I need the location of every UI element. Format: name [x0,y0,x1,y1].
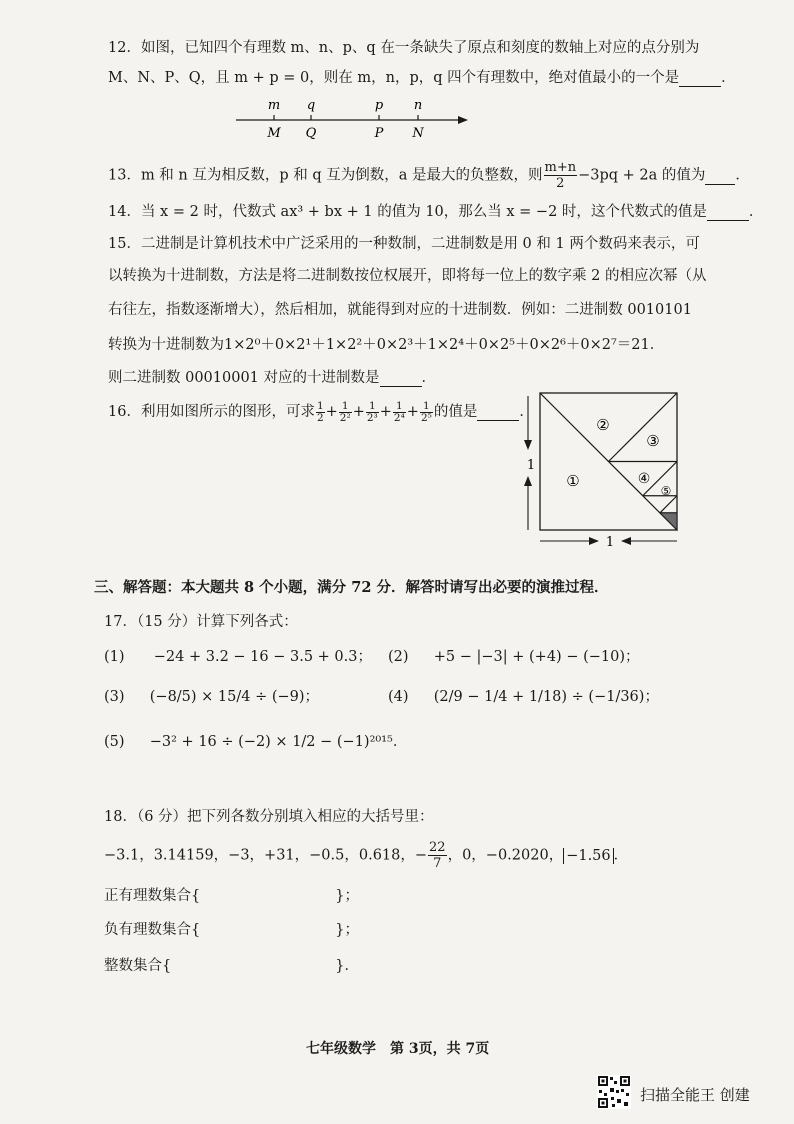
answer-blank[interactable] [679,70,721,87]
q12-line1: 12．如图，已知四个有理数 m、n、p、q 在一条缺失了原点和刻度的数轴上对应的点分别为 [108,40,700,56]
bottom-length-label: 1 [605,535,615,550]
set-integers [104,954,359,975]
set-end: }； [335,888,359,904]
frac-num: 1 [316,399,324,412]
square-partition-figure [515,388,690,553]
set-end: }； [335,922,359,938]
set-answer-area[interactable] [171,958,335,974]
part-expression: −3² + 16 ÷ (−2) × 1/2 − (−1)²⁰¹⁵． [149,734,408,750]
q16-frac-1 [316,401,325,424]
axis-label-n: n [413,98,423,113]
q14-text: 14．当 x = 2 时，代数式 ax³ + bx + 1 的值为 10，那么当 x = −2 时，这个代数式的值是 [108,204,707,220]
answer-blank[interactable] [380,370,422,387]
frac-num: 1 [393,401,406,413]
number-line-diagram [230,95,475,143]
q16-frac-4 [393,401,406,424]
side-length-label: 1 [526,458,536,473]
set-negative-rational [104,918,359,939]
answer-blank[interactable] [707,204,749,221]
q17-part1 [104,645,372,666]
q12-line2-text: M、N、P、Q，且 m + p = 0，则在 m，n，p，q 四个有理数中，绝对值最小的一个是 [108,70,680,86]
q13-frac-den: 2 [556,176,565,191]
frac-num: 22 [429,840,446,855]
answer-blank[interactable] [477,404,519,421]
q15-line4: 转换为十进制数为1×2⁰＋0×2¹＋1×2²＋0×2³＋1×2⁴＋0×2⁵＋0×2⁶＋0×2⁷＝21． [108,337,665,353]
frac-den: 2⁴ [393,411,405,424]
axis-label-m: m [267,98,281,113]
q12-line2 [108,66,736,87]
part-expression: −24 + 3.2 − 16 − 3.5 + 0.3； [153,649,372,665]
region-label-2: ② [596,416,610,434]
part-expression: +5 − |−3| + (+4) − (−10)； [433,649,640,665]
watermark-text: 扫描全能王 创建 [640,1086,750,1104]
q13-end: ． [735,167,750,184]
q15-line5-text: 则二进制数 00010001 对应的十进制数是 [108,370,380,386]
axis-label-p: p [374,98,384,113]
plus-sign: + [352,404,365,420]
q13-start: 13．m 和 n 互为相反数，p 和 q 互为倒数，a 是最大的负整数，则 [108,167,543,184]
set-label: 整数集合{ [104,958,172,974]
axis-point-N: N [412,126,424,141]
q17-part2 [388,645,640,666]
section-3-title: 三、解答题：本大题共 8 个小题，满分 72 分．解答时请写出必要的演推过程． [94,579,609,596]
axis-point-M: M [267,126,281,141]
q15-line1: 15．二进制是计算机技术中广泛采用的一种数制，二进制数是用 0 和 1 两个数码来表示，可 [108,236,700,252]
numbers-end: ． [613,847,629,864]
absolute-value: −1.56 [563,848,613,864]
q16-after: 的值是 [433,404,478,420]
set-positive-rational [104,884,359,905]
frac-num: 1 [420,401,433,413]
axis-label-q: q [306,98,316,113]
region-label-3: ③ [646,432,660,450]
q14-line [108,200,763,221]
set-answer-area[interactable] [200,888,335,904]
q16-frac-2 [339,401,352,424]
qr-code-icon [597,1075,631,1109]
q18-title: 18．（6 分）把下列各数分别填入相应的大括号里： [104,809,434,825]
q15-line2: 以转换为十进制数，方法是将二进制数按位权展开，即将每一位上的数字乘 2 的相应次幂（从 [108,268,707,284]
axis-point-Q: Q [305,126,317,141]
q17-part3 [104,685,319,706]
q17-part4 [388,685,659,706]
numbers-part-a: −3.1，3.14159，−3，+31，−0.5，0.618， [104,847,415,864]
plus-sign: + [406,404,419,420]
set-label: 负有理数集合{ [104,922,201,938]
q13-rest: −3pq + 2a 的值为 [578,167,706,184]
plus-sign: + [325,404,338,420]
q16-line [108,400,534,424]
set-answer-area[interactable] [200,922,335,938]
q13-frac-num: m+n [544,160,577,175]
q17-title: 17．（15 分）计算下列各式： [104,614,298,630]
q18-numbers: −3.1，3.14159，−3，+31，−0.5，0.618，− $\frac{22}{7}$ ，0，−0.2020， −1.56 ． [104,840,629,871]
frac-den: 7 [433,856,442,871]
q13-line [108,160,750,191]
q17-part5 [104,730,407,751]
frac-den: 2³ [366,411,378,424]
part-label: (3) [104,689,125,705]
part-label: (5) [104,734,125,750]
q16-frac-3 [366,401,379,424]
q12-end: ． [721,70,736,86]
region-label-4: ④ [637,471,651,487]
numbers-part-b: ，0，−0.2020， [447,847,564,864]
axis-point-P: P [374,126,384,141]
q16-frac-5 [420,401,433,424]
set-end: }． [335,958,359,974]
q14-end: ． [748,204,764,220]
frac-num: 1 [339,401,352,413]
page-footer: 七年级数学 第 3页，共 7页 [306,1041,490,1057]
q18-fraction [428,840,447,871]
answer-blank[interactable] [705,168,735,185]
plus-sign: + [379,404,392,420]
q15-end: ． [421,370,437,386]
frac-num: 1 [366,401,379,413]
q15-line5 [108,366,436,387]
q16-start: 16．利用如图所示的图形，可求 [108,404,315,420]
set-label: 正有理数集合{ [104,888,201,904]
frac-den: 2² [339,411,351,424]
part-expression: (−8/5) × 15/4 ÷ (−9)； [149,689,320,705]
frac-den: 2⁵ [420,411,432,424]
part-label: (4) [388,689,409,705]
part-label: (1) [104,649,125,665]
q16-end: ． [519,404,534,420]
region-label-5: ⑤ [660,484,672,498]
part-label: (2) [388,649,409,665]
q15-line3: 右往左，指数逐渐增大），然后相加，就能得到对应的十进制数．例如：二进制数 0010101 [108,302,692,318]
part-expression: (2/9 − 1/4 + 1/18) ÷ (−1/36)； [433,689,659,705]
region-label-1: ① [566,472,580,490]
frac-den: 2 [316,411,324,424]
q13-fraction [544,160,578,191]
